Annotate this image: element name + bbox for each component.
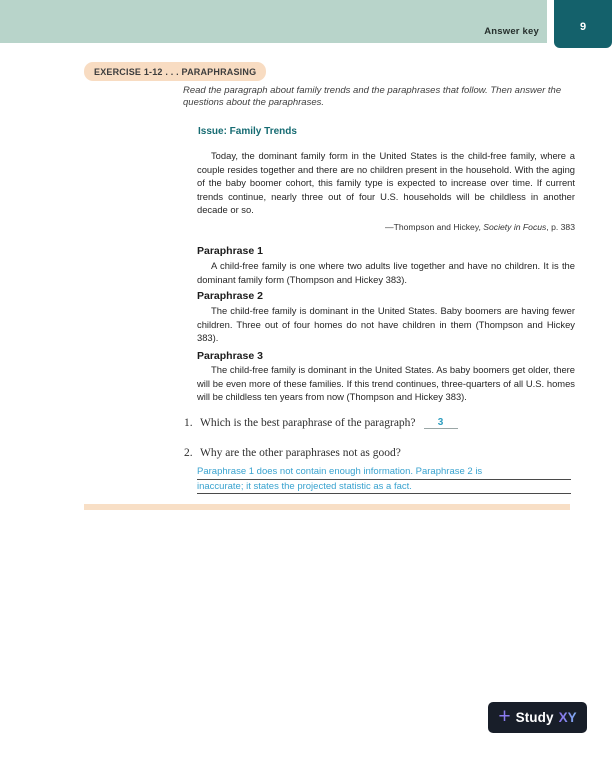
passage-attribution — [197, 222, 575, 232]
attribution-source-title: Society in Focus — [483, 222, 547, 232]
paraphrase-1-heading: Paraphrase 1 — [197, 245, 263, 257]
paraphrase-2-heading: Paraphrase 2 — [197, 290, 263, 302]
attribution-authors: —Thompson and Hickey, — [385, 222, 484, 232]
answer-line-2: inaccurate; it states the projected statistic as a fact. — [197, 480, 571, 495]
paraphrase-3-text: The child-free family is dominant in the United States. As baby boomers get older, there will be even more of these families. If this trend continues, three-quarters of all U.S. homes will be childless ten years from now (Thompson and Hickey 383). — [197, 364, 575, 403]
question-1 — [184, 417, 584, 429]
passage-heading: Issue: Family Trends — [198, 126, 297, 137]
exercise-title-badge — [84, 62, 266, 81]
paraphrase-2-text: The child-free family is dominant in the United States. Baby boomers are having fewer children. Three out of four homes do not have children in them (Thompson and Hickey 383). — [197, 305, 575, 344]
passage-body: Today, the dominant family form in the United States is the child-free family, where a couple resides together and there are no children present in the household. With the aging of the baby boomer cohort, this family type is expected to increase over time. If current trends continue, nearly three out of four U.S. households will be childless in another decade or so. — [197, 150, 575, 216]
plus-icon: + — [498, 705, 511, 728]
studyxy-logo[interactable] — [488, 702, 587, 733]
section-divider — [84, 504, 570, 510]
answer-line-1: Paraphrase 1 does not contain enough information. Paraphrase 2 is — [197, 465, 571, 480]
question-1-answer-blank: 3 — [424, 417, 458, 429]
question-1-text: Which is the best paraphrase of the paragraph? — [200, 417, 416, 429]
answer-key-label: Answer key — [484, 26, 539, 37]
question-2-number: 2. — [184, 447, 193, 459]
question-1-number: 1. — [184, 417, 193, 429]
question-2 — [184, 447, 584, 459]
page-number-tab — [554, 0, 612, 48]
paraphrase-1-text: A child-free family is one where two adults live together and have no children. It is the dominant family form (Thompson and Hickey 383). — [197, 260, 575, 285]
exercise-title: EXERCISE 1-12 . . . PARAPHRASING — [94, 66, 257, 77]
paraphrase-3-heading: Paraphrase 3 — [197, 350, 263, 362]
header-bar — [0, 0, 547, 43]
attribution-page-ref: , p. 383 — [546, 222, 575, 232]
exercise-instructions: Read the paragraph about family trends and the paraphrases that follow. Then answer the questions about the paraphrases. — [183, 85, 562, 108]
question-2-answer-area — [197, 465, 571, 494]
page-number: 9 — [579, 21, 587, 33]
brand-name-secondary: XY — [558, 710, 577, 725]
question-2-text: Why are the other paraphrases not as good? — [200, 447, 401, 459]
brand-name-primary: Study — [515, 710, 554, 725]
